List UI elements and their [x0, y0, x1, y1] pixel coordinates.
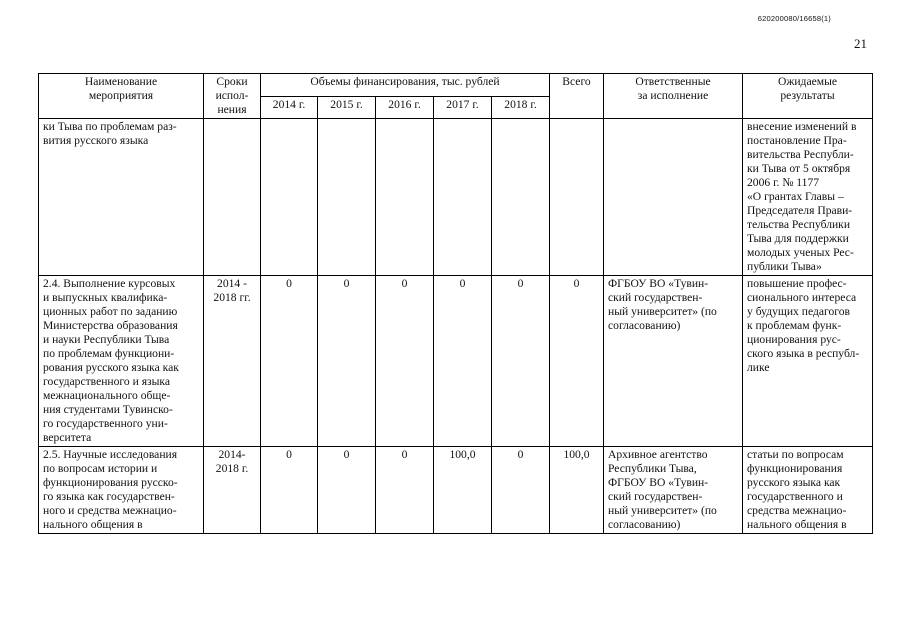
cell-2017: 100,0	[434, 447, 492, 534]
table-row	[39, 276, 873, 447]
cell-2016: 0	[376, 447, 434, 534]
cell-name: 2.5. Научные исследования по вопросам истории и функционирования русско- го языка как государствен- ного и средства межнацио- нального общения в	[39, 447, 204, 534]
cell-2014: 0	[261, 276, 318, 447]
cell-2018: 0	[492, 447, 550, 534]
header-terms: Сроки испол- нения	[204, 74, 261, 119]
cell-total: 100,0	[550, 447, 604, 534]
header-year-2016: 2016 г.	[376, 96, 434, 119]
cell-2017	[434, 119, 492, 276]
cell-2018	[492, 119, 550, 276]
header-year-2018: 2018 г.	[492, 96, 550, 119]
cell-responsible	[604, 119, 743, 276]
cell-name: ки Тыва по проблемам раз- вития русского языка	[39, 119, 204, 276]
cell-terms	[204, 119, 261, 276]
table-row	[39, 447, 873, 534]
header-year-2017: 2017 г.	[434, 96, 492, 119]
header-funding: Объемы финансирования, тыс. рублей	[261, 74, 550, 97]
header-total: Всего	[550, 74, 604, 119]
cell-name: 2.4. Выполнение курсовых и выпускных квалифика- ционных работ по заданию Министерства образования и науки Республики Тыва по проблемам функциони- рования русского языка как государственного и языка межнационального обще- ния студентами Тувинско- го государственного уни- верситета	[39, 276, 204, 447]
cell-2014: 0	[261, 447, 318, 534]
cell-results: статьи по вопросам функционирования русского языка как государственного и средства межнацио- нального общения в	[743, 447, 873, 534]
cell-2014	[261, 119, 318, 276]
cell-2017: 0	[434, 276, 492, 447]
page-number: 21	[854, 36, 867, 51]
cell-terms: 2014- 2018 г.	[204, 447, 261, 534]
table-row	[39, 119, 873, 276]
cell-responsible: ФГБОУ ВО «Тувин- ский государствен- ный университет» (по согласованию)	[604, 276, 743, 447]
cell-total: 0	[550, 276, 604, 447]
funding-table	[38, 73, 873, 534]
header-year-2014: 2014 г.	[261, 96, 318, 119]
header-row-1	[39, 74, 873, 97]
header-responsible: Ответственные за исполнение	[604, 74, 743, 119]
cell-2018: 0	[492, 276, 550, 447]
cell-2016: 0	[376, 276, 434, 447]
cell-terms: 2014 - 2018 гг.	[204, 276, 261, 447]
cell-2015	[318, 119, 376, 276]
document-id: 620200080/16658(1)	[757, 14, 831, 23]
cell-2015: 0	[318, 447, 376, 534]
cell-total	[550, 119, 604, 276]
header-name: Наименование мероприятия	[39, 74, 204, 119]
cell-2015: 0	[318, 276, 376, 447]
cell-results: повышение профес- сионального интереса у будущих педагогов к проблемам функ- ционирования рус- ского языка в республ- лике	[743, 276, 873, 447]
header-results: Ожидаемые результаты	[743, 74, 873, 119]
cell-2016	[376, 119, 434, 276]
cell-results: внесение изменений в постановление Пра- вительства Республи- ки Тыва от 5 октября 2006 г. № 1177 «О грантах Главы – Председателя Прави- тельства Республики Тыва для поддержки молодых ученых Рес- публики Тыва»	[743, 119, 873, 276]
cell-responsible: Архивное агентство Республики Тыва, ФГБОУ ВО «Тувин- ский государствен- ный университет» (по согласованию)	[604, 447, 743, 534]
header-year-2015: 2015 г.	[318, 96, 376, 119]
